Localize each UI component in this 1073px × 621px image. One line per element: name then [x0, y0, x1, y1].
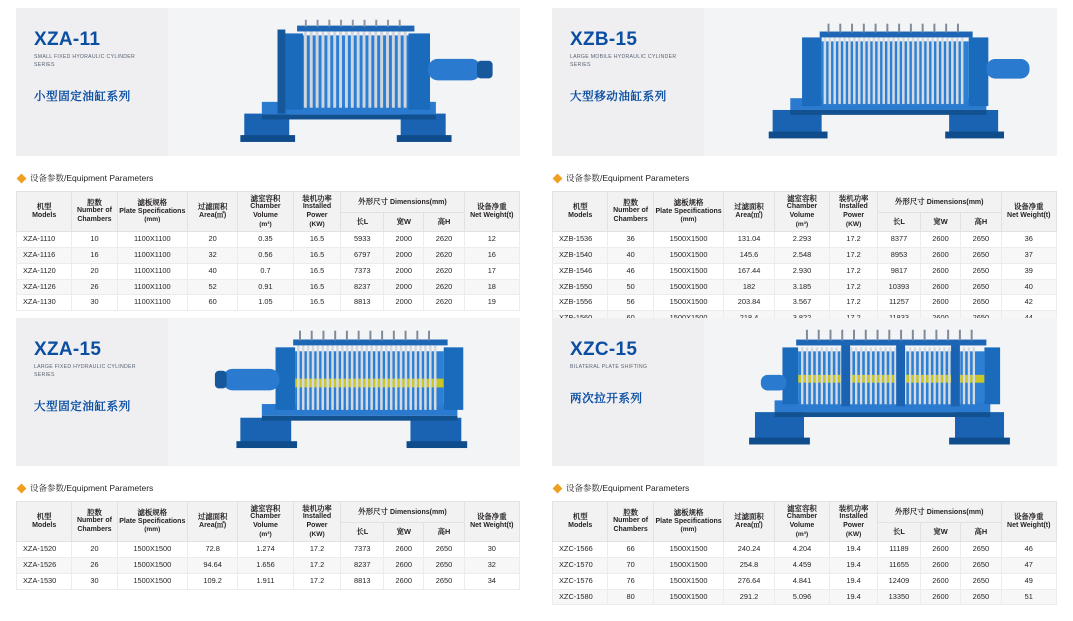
- table-cell: 1500X1500: [653, 573, 724, 589]
- table-cell: 20: [188, 231, 238, 247]
- table-cell: 2600: [920, 247, 960, 263]
- table-cell: 20: [72, 263, 117, 279]
- table-cell: XZA-1130: [17, 295, 72, 311]
- table-cell: 19.4: [830, 573, 878, 589]
- product-title: XZA-11: [34, 29, 101, 50]
- diamond-bullet-icon: [17, 173, 27, 183]
- product-subtitle: SMALL FIXED HYDRAULIC CYLINDER SERIES: [34, 53, 136, 68]
- product-panel-xza-11: [0, 0, 536, 310]
- table-cell: 1100X1100: [117, 279, 187, 295]
- table-cell: 17.2: [830, 263, 878, 279]
- th-chambers: 腔数 Number of Chambers: [72, 502, 117, 542]
- table-cell: 2620: [424, 231, 464, 247]
- table-cell: 1.911: [238, 573, 293, 589]
- table-cell: 17.2: [830, 231, 878, 247]
- table-cell: 9817: [878, 263, 921, 279]
- th-weight: 设备净重 Net Weight(t): [1001, 192, 1057, 232]
- table-cell: XZC-1576: [553, 573, 608, 589]
- table-cell: 70: [608, 557, 653, 573]
- table-cell: 3.185: [774, 279, 829, 295]
- table-cell: 7373: [341, 263, 384, 279]
- table-cell: 34: [464, 573, 519, 589]
- th-dimensions: 外形尺寸 Dimensions(mm): [341, 192, 464, 213]
- table-cell: 17.2: [293, 557, 341, 573]
- th-model: 机型 Models: [17, 502, 72, 542]
- th-dim-w: 宽W: [920, 212, 960, 231]
- table-cell: 17.2: [293, 573, 341, 589]
- th-area: 过滤面积 Area(㎡): [724, 502, 774, 542]
- product-title: XZA-15: [34, 339, 102, 360]
- table-row: [553, 263, 1057, 279]
- table-row: [17, 247, 520, 263]
- table-cell: 1100X1100: [117, 263, 187, 279]
- table-cell: 16.5: [293, 231, 341, 247]
- th-dim-h: 高H: [424, 522, 464, 541]
- table-cell: 276.64: [724, 573, 774, 589]
- table-cell: XZA-1110: [17, 231, 72, 247]
- table-cell: 4.204: [774, 541, 829, 557]
- th-dimensions: 外形尺寸 Dimensions(mm): [878, 502, 1001, 523]
- table-row: [17, 541, 520, 557]
- table-cell: 2650: [961, 247, 1001, 263]
- section-heading: [18, 482, 520, 494]
- table-cell: 2650: [961, 295, 1001, 311]
- table-cell: 17.2: [830, 279, 878, 295]
- product-panel-xzb-15: [536, 0, 1073, 310]
- table-cell: 20: [72, 541, 117, 557]
- th-area: 过滤面积 Area(㎡): [724, 192, 774, 232]
- filter-press-illustration: [168, 8, 520, 153]
- th-volume: 滤室容积 Chamber Volume (m³): [774, 502, 829, 542]
- table-cell: 11257: [878, 295, 921, 311]
- table-cell: XZA-1120: [17, 263, 72, 279]
- table-cell: 46: [1001, 541, 1057, 557]
- table-cell: 1100X1100: [117, 231, 187, 247]
- table-row: [553, 295, 1057, 311]
- table-cell: 60: [188, 295, 238, 311]
- th-dim-l: 长L: [878, 212, 921, 231]
- table-cell: 18: [464, 279, 519, 295]
- table-cell: 17.2: [830, 247, 878, 263]
- table-cell: 51: [1001, 589, 1057, 605]
- th-dim-l: 长L: [341, 522, 384, 541]
- th-chambers: 腔数 Number of Chambers: [72, 192, 117, 232]
- table-cell: 0.7: [238, 263, 293, 279]
- product-title-cn: 大型移动油缸系列: [570, 90, 667, 103]
- table-row: [17, 279, 520, 295]
- th-dim-h: 高H: [961, 522, 1001, 541]
- product-subtitle: LARGE FIXED HYDRAULIC CYLINDER SERIES: [34, 363, 136, 378]
- th-power: 装机功率 Installed Power (KW): [293, 192, 341, 232]
- spec-table-xzc-15: [552, 501, 1057, 605]
- th-volume: 滤室容积 Chamber Volume (m³): [238, 192, 293, 232]
- table-cell: XZB-1540: [553, 247, 608, 263]
- table-cell: 32: [464, 557, 519, 573]
- table-cell: 2600: [920, 295, 960, 311]
- table-cell: 66: [608, 541, 653, 557]
- th-power: 装机功率 Installed Power (KW): [830, 192, 878, 232]
- table-cell: 2620: [424, 295, 464, 311]
- table-cell: 19: [464, 295, 519, 311]
- th-area: 过滤面积 Area(㎡): [188, 502, 238, 542]
- hero-banner: [552, 318, 1057, 466]
- th-plate-spec: 滤板规格 Plate Specifications (mm): [653, 502, 724, 542]
- hero-text-block: [16, 318, 168, 466]
- table-cell: 8377: [878, 231, 921, 247]
- table-cell: 49: [1001, 573, 1057, 589]
- table-cell: 2600: [384, 541, 424, 557]
- table-cell: 2000: [384, 279, 424, 295]
- table-cell: 2650: [961, 589, 1001, 605]
- table-cell: 50: [608, 279, 653, 295]
- table-cell: 1500X1500: [653, 589, 724, 605]
- table-cell: 8237: [341, 557, 384, 573]
- table-cell: 19.4: [830, 541, 878, 557]
- th-plate-spec: 滤板规格 Plate Specifications (mm): [653, 192, 724, 232]
- table-cell: 36: [1001, 231, 1057, 247]
- table-cell: 1500X1500: [117, 573, 187, 589]
- th-plate-spec: 滤板规格 Plate Specifications (mm): [117, 192, 187, 232]
- table-cell: 1.05: [238, 295, 293, 311]
- th-plate-spec: 滤板规格 Plate Specifications (mm): [117, 502, 187, 542]
- table-cell: 16.5: [293, 263, 341, 279]
- table-cell: 3.567: [774, 295, 829, 311]
- table-cell: 16: [72, 247, 117, 263]
- th-weight: 设备净重 Net Weight(t): [464, 192, 519, 232]
- table-cell: 26: [72, 557, 117, 573]
- table-cell: 10393: [878, 279, 921, 295]
- product-panel-xza-15: [0, 310, 536, 621]
- table-row: [17, 295, 520, 311]
- table-cell: XZC-1566: [553, 541, 608, 557]
- product-image-area: [168, 8, 520, 156]
- th-chambers: 腔数 Number of Chambers: [608, 192, 653, 232]
- table-cell: 52: [188, 279, 238, 295]
- th-dim-l: 长L: [878, 522, 921, 541]
- table-cell: 10: [72, 231, 117, 247]
- th-model: 机型 Models: [17, 192, 72, 232]
- table-cell: 131.04: [724, 231, 774, 247]
- th-dimensions: 外形尺寸 Dimensions(mm): [878, 192, 1001, 213]
- spec-table-body: [553, 541, 1057, 605]
- spec-table-xza-15: [16, 501, 520, 590]
- table-cell: 8813: [341, 573, 384, 589]
- table-cell: 0.91: [238, 279, 293, 295]
- section-heading-label: 设备参数/Equipment Parameters: [30, 173, 154, 183]
- table-cell: 72.8: [188, 541, 238, 557]
- table-cell: 30: [72, 573, 117, 589]
- section-heading-label: 设备参数/Equipment Parameters: [30, 483, 154, 493]
- table-cell: 30: [464, 541, 519, 557]
- table-cell: 1500X1500: [653, 279, 724, 295]
- th-model: 机型 Models: [553, 502, 608, 542]
- table-cell: 1500X1500: [653, 541, 724, 557]
- table-cell: 12409: [878, 573, 921, 589]
- th-dim-l: 长L: [341, 212, 384, 231]
- table-cell: 16: [464, 247, 519, 263]
- table-cell: 1500X1500: [117, 557, 187, 573]
- table-cell: 109.2: [188, 573, 238, 589]
- section-heading-label: 设备参数/Equipment Parameters: [566, 483, 690, 493]
- table-row: [17, 231, 520, 247]
- table-cell: 182: [724, 279, 774, 295]
- table-row: [553, 541, 1057, 557]
- th-dimensions: 外形尺寸 Dimensions(mm): [341, 502, 464, 523]
- product-title: XZC-15: [570, 339, 638, 360]
- table-cell: 19.4: [830, 589, 878, 605]
- table-cell: 2620: [424, 279, 464, 295]
- th-power: 装机功率 Installed Power (KW): [293, 502, 341, 542]
- th-model: 机型 Models: [553, 192, 608, 232]
- table-cell: 1.656: [238, 557, 293, 573]
- table-cell: 2600: [920, 263, 960, 279]
- table-cell: 2620: [424, 263, 464, 279]
- table-cell: 11655: [878, 557, 921, 573]
- table-row: [553, 279, 1057, 295]
- hero-text-block: [16, 8, 168, 156]
- table-cell: 2.548: [774, 247, 829, 263]
- table-cell: 2650: [961, 231, 1001, 247]
- table-cell: 40: [188, 263, 238, 279]
- table-cell: 2600: [920, 279, 960, 295]
- table-cell: 2650: [961, 279, 1001, 295]
- table-cell: 5.096: [774, 589, 829, 605]
- product-image-area: [704, 8, 1057, 156]
- table-cell: 39: [1001, 263, 1057, 279]
- table-row: [553, 247, 1057, 263]
- product-panel-xzc-15: [536, 310, 1073, 621]
- table-cell: 2650: [424, 557, 464, 573]
- table-cell: 2000: [384, 231, 424, 247]
- product-subtitle: BILATERAL PLATE SHIFTING: [570, 363, 648, 370]
- table-cell: 36: [608, 231, 653, 247]
- table-cell: 4.459: [774, 557, 829, 573]
- table-cell: 40: [608, 247, 653, 263]
- th-dim-w: 宽W: [920, 522, 960, 541]
- table-cell: 2650: [961, 263, 1001, 279]
- table-cell: 2.293: [774, 231, 829, 247]
- table-cell: XZB-1556: [553, 295, 608, 311]
- product-title-cn: 小型固定油缸系列: [34, 90, 131, 103]
- filter-press-illustration: [704, 318, 1057, 463]
- table-cell: XZB-1536: [553, 231, 608, 247]
- table-cell: XZB-1550: [553, 279, 608, 295]
- table-cell: 2600: [384, 557, 424, 573]
- table-cell: 26: [72, 279, 117, 295]
- table-cell: XZA-1526: [17, 557, 72, 573]
- table-cell: 80: [608, 589, 653, 605]
- hero-banner: [16, 8, 520, 156]
- th-chambers: 腔数 Number of Chambers: [608, 502, 653, 542]
- table-cell: 2600: [920, 557, 960, 573]
- table-row: [17, 573, 520, 589]
- th-dim-w: 宽W: [384, 212, 424, 231]
- table-cell: 16.5: [293, 295, 341, 311]
- filter-press-illustration: [168, 318, 520, 463]
- table-cell: 32: [188, 247, 238, 263]
- table-cell: 1.274: [238, 541, 293, 557]
- hero-text-block: [552, 8, 704, 156]
- table-cell: 240.24: [724, 541, 774, 557]
- table-cell: XZC-1580: [553, 589, 608, 605]
- table-cell: 1500X1500: [653, 557, 724, 573]
- table-cell: 1100X1100: [117, 247, 187, 263]
- spec-table-xzb-15: [552, 191, 1057, 327]
- table-cell: XZA-1530: [17, 573, 72, 589]
- table-cell: 0.35: [238, 231, 293, 247]
- table-cell: 203.84: [724, 295, 774, 311]
- table-cell: 56: [608, 295, 653, 311]
- spec-table-body: [17, 541, 520, 589]
- table-cell: XZA-1126: [17, 279, 72, 295]
- table-cell: 2650: [961, 557, 1001, 573]
- table-cell: 1500X1500: [653, 231, 724, 247]
- table-cell: 1500X1500: [117, 541, 187, 557]
- section-heading-label: 设备参数/Equipment Parameters: [566, 173, 690, 183]
- th-weight: 设备净重 Net Weight(t): [1001, 502, 1057, 542]
- table-cell: 16.5: [293, 247, 341, 263]
- table-cell: 17.2: [293, 541, 341, 557]
- table-cell: 47: [1001, 557, 1057, 573]
- table-row: [553, 231, 1057, 247]
- table-cell: XZC-1570: [553, 557, 608, 573]
- table-cell: 2650: [961, 541, 1001, 557]
- table-cell: 8813: [341, 295, 384, 311]
- table-cell: 13350: [878, 589, 921, 605]
- product-title-cn: 大型固定油缸系列: [34, 400, 131, 413]
- table-cell: 0.56: [238, 247, 293, 263]
- product-title-cn: 两次拉开系列: [570, 392, 643, 405]
- table-cell: 30: [72, 295, 117, 311]
- table-cell: 4.841: [774, 573, 829, 589]
- table-cell: 2650: [961, 573, 1001, 589]
- table-cell: 12: [464, 231, 519, 247]
- table-cell: 2600: [920, 573, 960, 589]
- table-cell: 17: [464, 263, 519, 279]
- table-cell: 76: [608, 573, 653, 589]
- table-cell: 2.930: [774, 263, 829, 279]
- table-cell: 40: [1001, 279, 1057, 295]
- table-cell: 17.2: [830, 295, 878, 311]
- table-cell: 11189: [878, 541, 921, 557]
- table-cell: 8237: [341, 279, 384, 295]
- table-cell: 145.6: [724, 247, 774, 263]
- th-volume: 滤室容积 Chamber Volume (m³): [238, 502, 293, 542]
- table-cell: 19.4: [830, 557, 878, 573]
- section-heading: [554, 482, 1057, 494]
- table-cell: 7373: [341, 541, 384, 557]
- th-weight: 设备净重 Net Weight(t): [464, 502, 519, 542]
- table-cell: XZA-1520: [17, 541, 72, 557]
- table-cell: XZB-1546: [553, 263, 608, 279]
- table-cell: 167.44: [724, 263, 774, 279]
- table-cell: 2000: [384, 263, 424, 279]
- table-cell: 5933: [341, 231, 384, 247]
- table-cell: 2000: [384, 247, 424, 263]
- table-row: [553, 589, 1057, 605]
- product-image-area: [704, 318, 1057, 466]
- th-dim-w: 宽W: [384, 522, 424, 541]
- th-dim-h: 高H: [424, 212, 464, 231]
- table-cell: 2620: [424, 247, 464, 263]
- th-area: 过滤面积 Area(㎡): [188, 192, 238, 232]
- table-cell: 1500X1500: [653, 247, 724, 263]
- product-subtitle: LARGE MOBILE HYDRAULIC CYLINDER SERIES: [570, 53, 677, 68]
- hero-banner: [16, 318, 520, 466]
- table-cell: 2600: [920, 231, 960, 247]
- table-cell: 291.2: [724, 589, 774, 605]
- table-cell: 46: [608, 263, 653, 279]
- table-cell: 2650: [424, 573, 464, 589]
- table-row: [17, 263, 520, 279]
- table-cell: 37: [1001, 247, 1057, 263]
- product-title: XZB-15: [570, 29, 638, 50]
- table-cell: 254.8: [724, 557, 774, 573]
- diamond-bullet-icon: [553, 173, 563, 183]
- diamond-bullet-icon: [553, 483, 563, 493]
- table-cell: 16.5: [293, 279, 341, 295]
- table-cell: 2600: [920, 541, 960, 557]
- diamond-bullet-icon: [17, 483, 27, 493]
- table-cell: 6797: [341, 247, 384, 263]
- table-cell: 8953: [878, 247, 921, 263]
- table-cell: 94.64: [188, 557, 238, 573]
- table-cell: 42: [1001, 295, 1057, 311]
- table-cell: 2000: [384, 295, 424, 311]
- table-row: [17, 557, 520, 573]
- table-cell: 2650: [424, 541, 464, 557]
- th-volume: 滤室容积 Chamber Volume (m³): [774, 192, 829, 232]
- spec-table-body: [17, 231, 520, 310]
- table-row: [553, 557, 1057, 573]
- table-cell: 1500X1500: [653, 295, 724, 311]
- table-cell: XZA-1116: [17, 247, 72, 263]
- table-row: [553, 573, 1057, 589]
- table-cell: 1500X1500: [653, 263, 724, 279]
- spec-table-xza-11: [16, 191, 520, 311]
- section-heading: [554, 172, 1057, 184]
- th-dim-h: 高H: [961, 212, 1001, 231]
- product-image-area: [168, 318, 520, 466]
- filter-press-illustration: [704, 8, 1057, 153]
- table-cell: 1100X1100: [117, 295, 187, 311]
- table-cell: 2600: [920, 589, 960, 605]
- section-heading: [18, 172, 520, 184]
- hero-text-block: [552, 318, 704, 466]
- table-cell: 2600: [384, 573, 424, 589]
- hero-banner: [552, 8, 1057, 156]
- th-power: 装机功率 Installed Power (KW): [830, 502, 878, 542]
